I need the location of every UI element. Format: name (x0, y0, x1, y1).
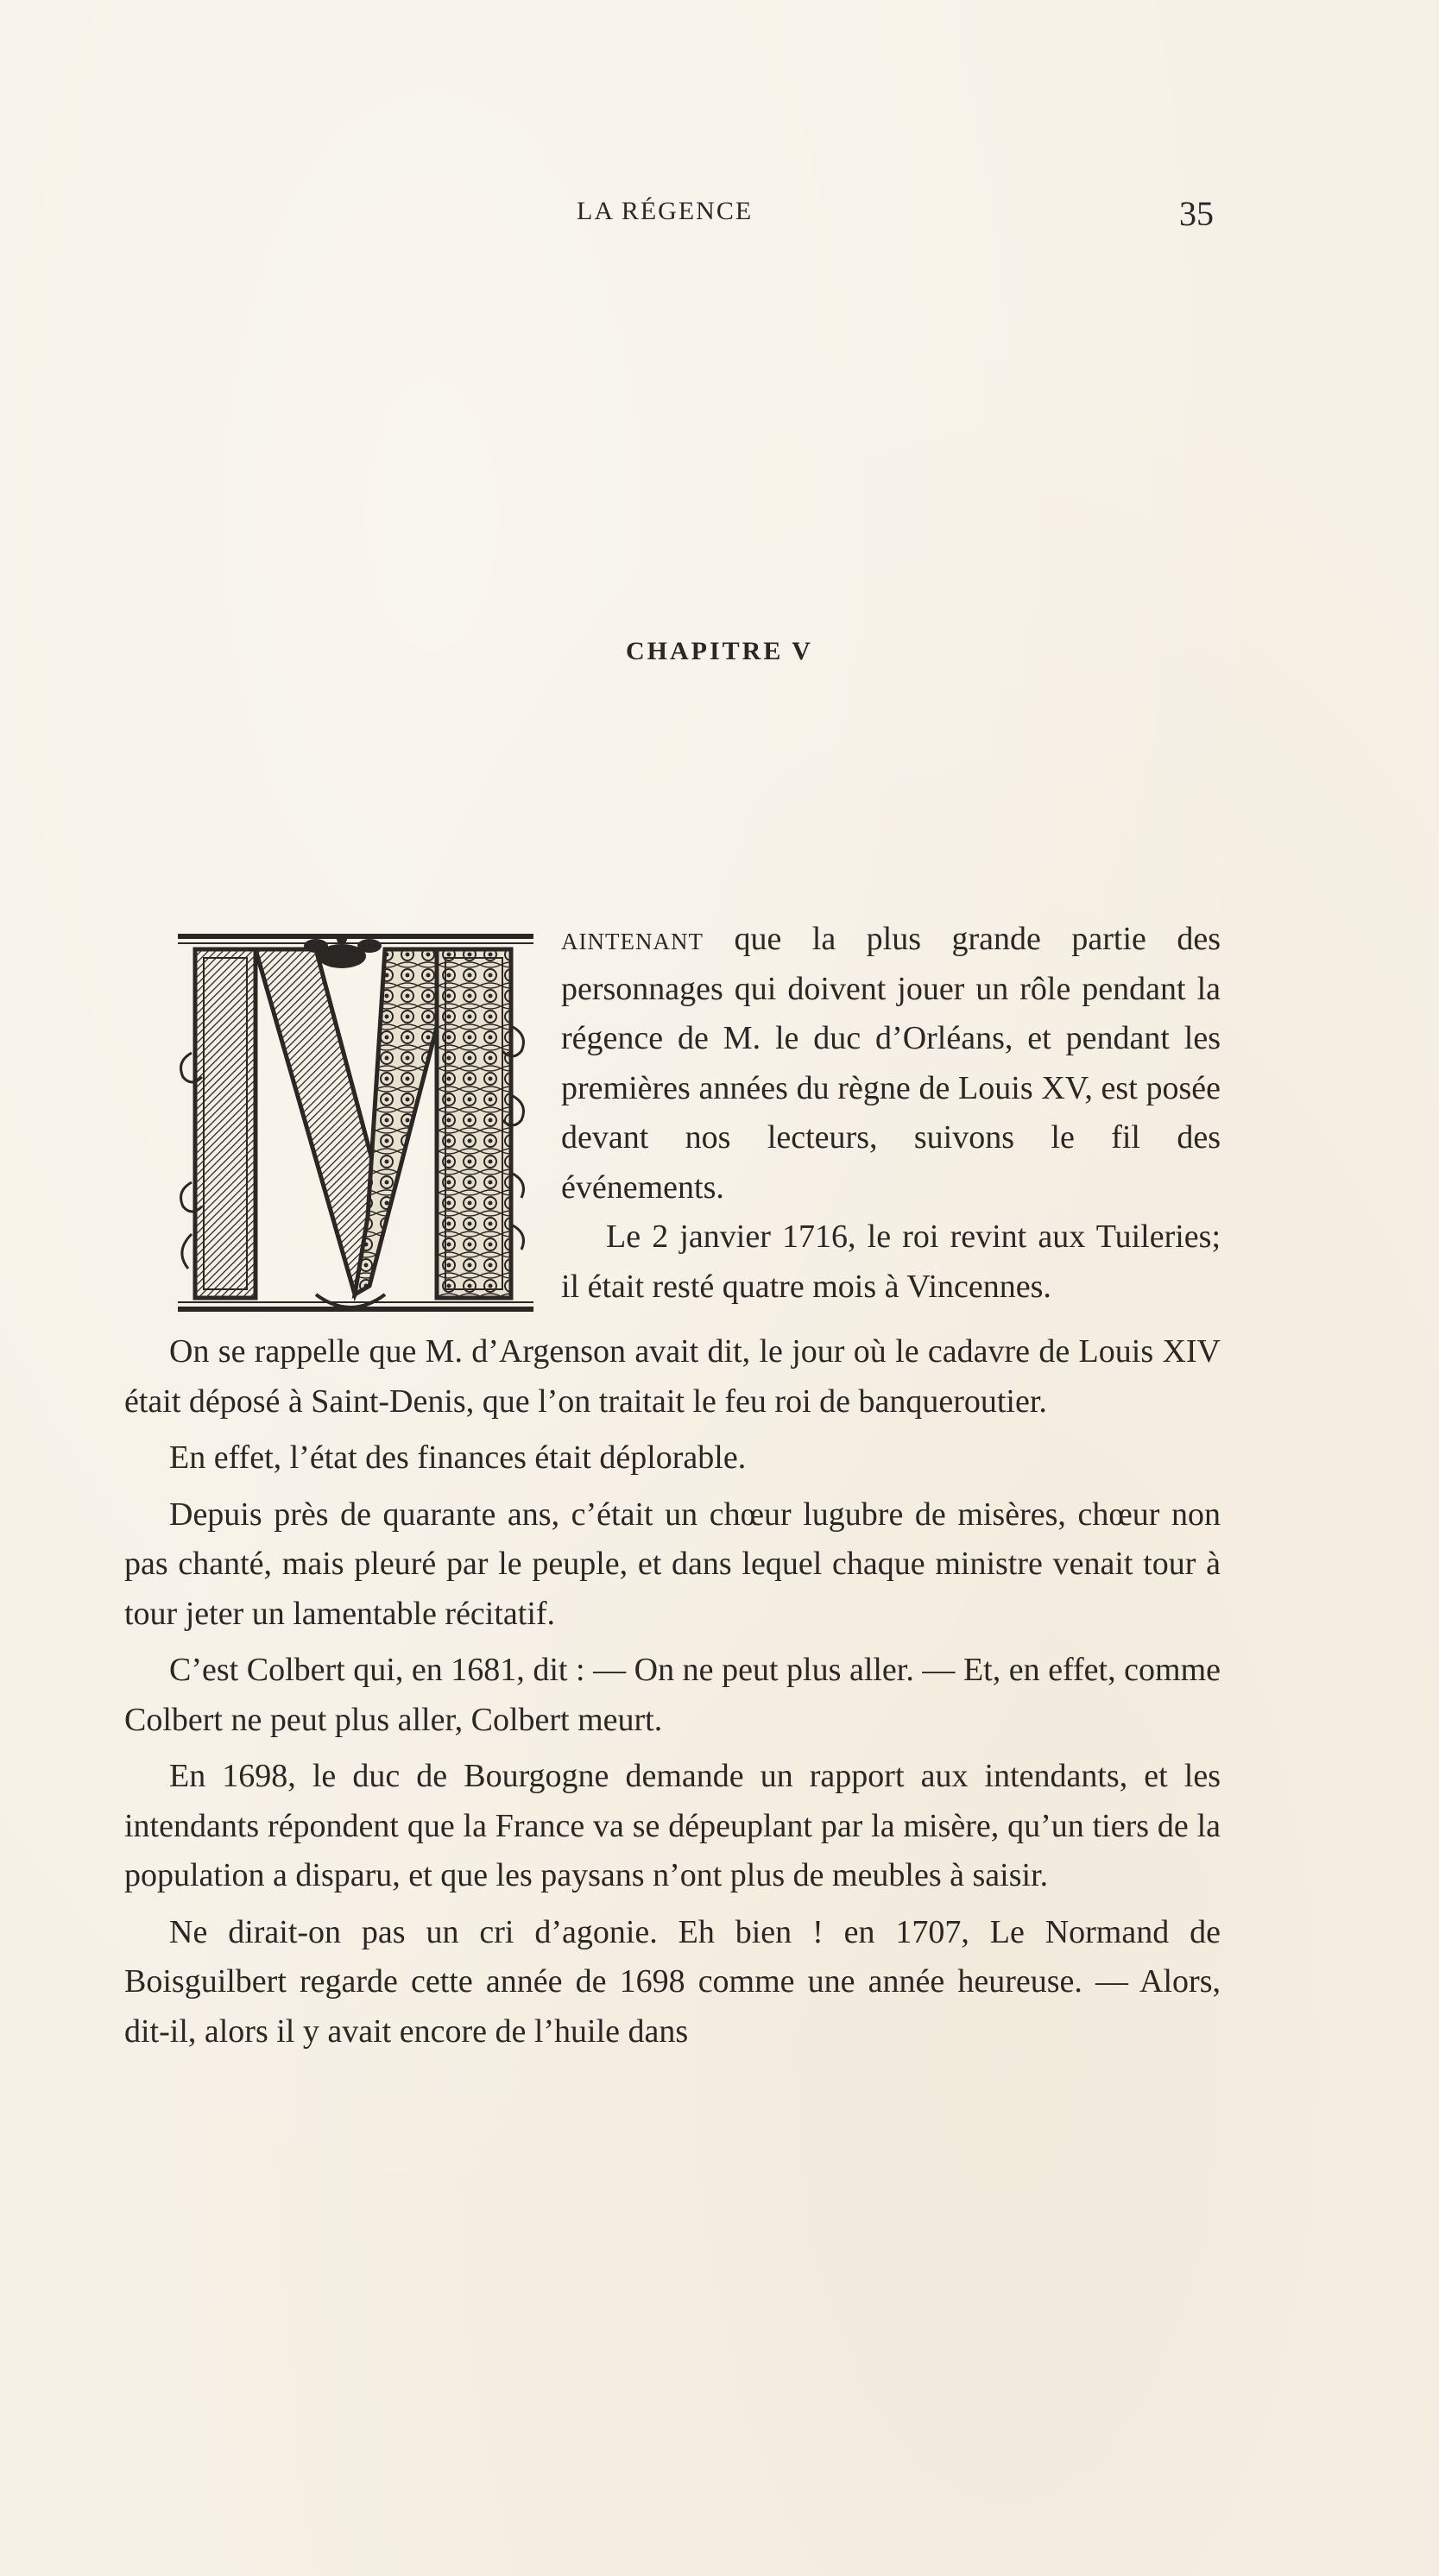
paragraph-7: En 1698, le duc de Bourgogne demande un rapport aux intendants, et les intendants répondent que la France va se dépeuplant par la misère, qu’un tiers de la population a disparu, et que les paysans n’ont plus de meubles à saisir. (124, 1758, 1221, 1893)
paragraph-3: On se rappelle que M. d’Argenson avait dit, le jour où le cadavre de Louis XIV était déposé à Saint-Denis, que l’on traitait le feu roi de banqueroutier. (124, 1333, 1221, 1420)
running-title: LA RÉGENCE (577, 197, 754, 225)
opening-small-caps: aintenant (561, 921, 704, 957)
page-number: 35 (1179, 194, 1214, 233)
running-head (0, 194, 1439, 240)
paragraph-6: C’est Colbert qui, en 1681, dit : — On ne peut plus aller. — Et, en effet, comme Colbert ne peut plus aller, Colbert meurt. (124, 1652, 1221, 1738)
paragraph-4: En effet, l’état des finances était déplorable. (169, 1439, 747, 1476)
opening-text: que la plus grande partie des personnages qui doivent jouer un rôle pendant la régence de M. le duc d’Orléans, et pendant les premières années du règne de Louis XV, est posée devant nos lecteurs, suivons le fil des événements. (561, 921, 1221, 1206)
ornamental-drop-cap (169, 923, 549, 1327)
paragraph-5: Depuis près de quarante ans, c’était un chœur lugubre de misères, chœur non pas chanté, mais pleuré par le peuple, et dans lequel chaque ministre venait tour à tour jeter un lamentable récitatif. (124, 1496, 1221, 1632)
chapter-heading: CHAPITRE V (626, 637, 813, 665)
drop-cap-m-icon (169, 923, 549, 1327)
body-text (124, 915, 1221, 2063)
paragraph-2: Le 2 janvier 1716, le roi revint aux Tuileries; il était resté quatre mois à Vincennes. (561, 1219, 1221, 1305)
paragraph-8: Ne dirait-on pas un cri d’agonie. Eh bien ! en 1707, Le Normand de Boisguilbert regarde cette année de 1698 comme une année heureuse. — Alors, dit-il, alors il y avait encore de l’huile dans (124, 1913, 1221, 2050)
